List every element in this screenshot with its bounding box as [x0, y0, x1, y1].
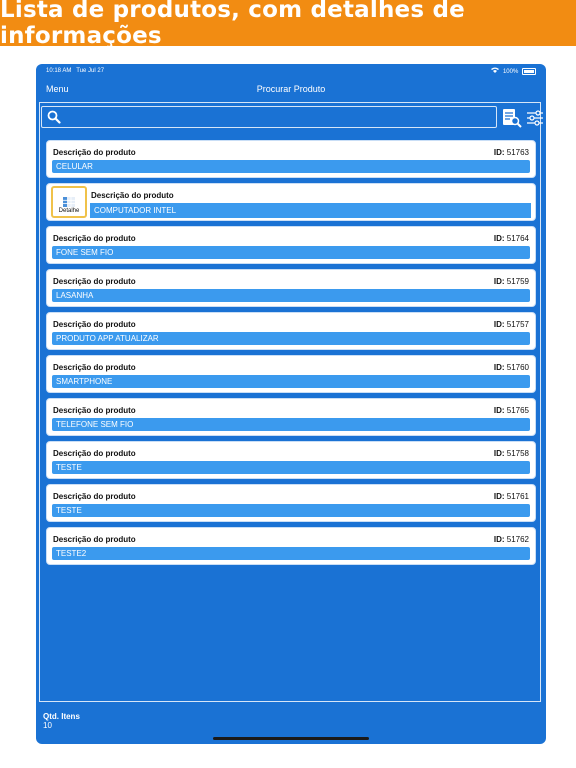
item-value: COMPUTADOR INTEL [90, 203, 531, 218]
item-value: TESTE [52, 504, 530, 517]
items-count [43, 712, 80, 730]
item-label: Descrição do produto [53, 406, 136, 415]
item-label: Descrição do produto [53, 148, 136, 157]
banner-text: Lista de produtos, com detalhes de informações [0, 0, 465, 49]
item-id: 51762 [506, 535, 529, 544]
item-id: 51759 [506, 277, 529, 286]
item-id-label: ID: [493, 320, 505, 329]
item-id: 51764 [506, 234, 529, 243]
sliders-icon[interactable] [525, 108, 545, 128]
page-title: Procurar Produto [256, 84, 326, 94]
item-value: SMARTPHONE [52, 375, 530, 388]
nav-bar [36, 80, 546, 100]
item-id-label: ID: [493, 277, 505, 286]
items-count-value: 10 [43, 721, 52, 730]
home-indicator[interactable] [213, 737, 369, 740]
item-label: Descrição do produto [53, 449, 136, 458]
item-id: 51760 [506, 363, 529, 372]
item-id: 51763 [506, 148, 529, 157]
battery-icon [522, 68, 536, 75]
item-id-label: ID: [493, 449, 505, 458]
list-item[interactable] [46, 355, 536, 393]
item-label: Descrição do produto [53, 492, 136, 501]
item-value: TELEFONE SEM FIO [52, 418, 530, 431]
item-label: Descrição do produto [53, 277, 136, 286]
item-id-label: ID: [493, 234, 505, 243]
battery-percent: 100% [502, 69, 519, 75]
search-input[interactable] [41, 106, 497, 128]
detail-button[interactable] [51, 186, 87, 218]
status-time: 10:18 AM [46, 68, 72, 74]
item-id: 51758 [506, 449, 529, 458]
items-count-label: Qtd. Itens [43, 712, 80, 721]
item-label: Descrição do produto [53, 363, 136, 372]
item-id: 51765 [506, 406, 529, 415]
item-label: Descrição do produto [53, 535, 136, 544]
item-id: 51757 [506, 320, 529, 329]
item-id-label: ID: [493, 363, 505, 372]
menu-button[interactable]: Menu [46, 84, 69, 94]
item-value: PRODUTO APP ATUALIZAR [52, 332, 530, 345]
item-label: Descrição do produto [53, 234, 136, 243]
list-item[interactable] [46, 226, 536, 264]
detail-label: Detalhe [58, 208, 80, 214]
list-item-selected[interactable] [46, 183, 536, 221]
item-value: FONE SEM FIO [52, 246, 530, 259]
list-item[interactable] [46, 312, 536, 350]
item-value: TESTE2 [52, 547, 530, 560]
list-item[interactable] [46, 140, 536, 178]
item-value: LASANHA [52, 289, 530, 302]
item-value: TESTE [52, 461, 530, 474]
list-item[interactable] [46, 484, 536, 522]
list-item[interactable] [46, 398, 536, 436]
list-item[interactable] [46, 441, 536, 479]
app-screen [36, 64, 546, 744]
item-id-label: ID: [493, 406, 505, 415]
status-date: Tue Jul 27 [76, 68, 105, 74]
item-id: 51761 [506, 492, 529, 501]
item-id-label: ID: [493, 148, 505, 157]
status-bar [36, 64, 546, 78]
promo-banner [0, 0, 576, 49]
item-label: Descrição do produto [91, 191, 174, 200]
item-label: Descrição do produto [53, 320, 136, 329]
list-item[interactable] [46, 527, 536, 565]
product-list [46, 140, 536, 570]
item-id-label: ID: [493, 535, 505, 544]
item-id-label: ID: [493, 492, 505, 501]
document-search-icon[interactable] [502, 108, 522, 128]
magnifier-icon[interactable] [47, 110, 61, 124]
wifi-icon [491, 69, 501, 75]
list-item[interactable] [46, 269, 536, 307]
item-value: CELULAR [52, 160, 530, 173]
